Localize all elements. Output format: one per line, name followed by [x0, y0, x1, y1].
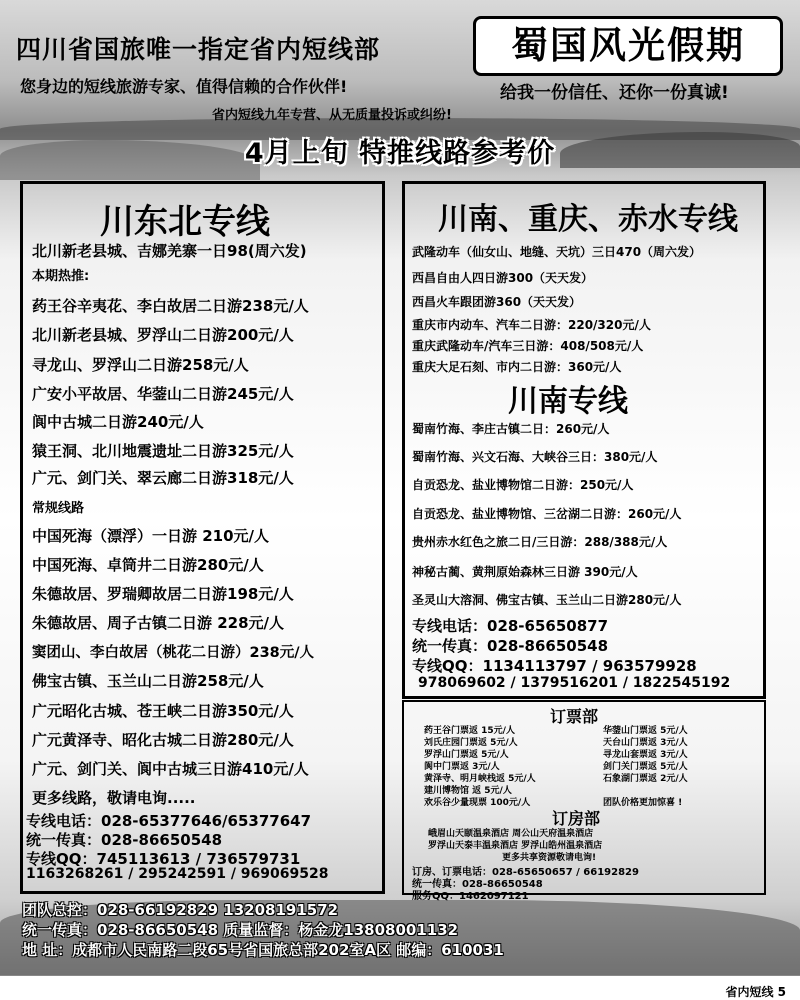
left-hotline: 专线电话：028-65377646/65377647	[26, 812, 312, 830]
route-item: 北川新老县城、罗浮山二日游200元/人	[32, 326, 294, 344]
brand-logo: 蜀国风光假期	[473, 16, 783, 76]
ticket-item: 石象湖门票返 2元/人	[603, 774, 688, 784]
hotel-line: 罗浮山天泰丰温泉酒店 罗浮山皓州温泉酒店	[428, 841, 603, 851]
ticket-item: 阆中门票返 3元/人	[424, 762, 500, 772]
hotel-heading: 订房部	[552, 809, 601, 828]
booking-fax: 统一传真：028-86650548	[412, 879, 543, 890]
footer-address: 地 址：成都市人民南路二段65号省国旅总部202室A区 邮编：610031	[22, 941, 504, 959]
ticket-heading: 订票部	[550, 707, 599, 726]
left-fax: 统一传真：028-86650548	[26, 831, 223, 849]
footer-group-control: 团队总控：028-66192829 13208191572	[22, 901, 339, 919]
tagline: 省内短线九年专营、从无质量投诉或纠纷!	[212, 108, 452, 123]
route-item: 阆中古城二日游240元/人	[32, 413, 204, 431]
route-item: 广元黄泽寺、昭化古城二日游280元/人	[32, 731, 294, 749]
route-item: 药王谷辛夷花、李白故居二日游238元/人	[32, 297, 309, 315]
promo-heading: 4月上旬 特推线路参考价	[244, 138, 556, 169]
hotel-line: 峨眉山天颐温泉酒店 周公山天府温泉酒店	[428, 829, 594, 839]
right-qq-more: 978069602 / 1379516201 / 1822545192	[418, 675, 731, 691]
more-routes: 更多线路，敬请电询.....	[32, 789, 196, 807]
group-price-note: 团队价格更加惊喜 !	[603, 798, 683, 808]
ticket-item: 欢乐谷少量现票 100元/人	[424, 798, 531, 808]
ticket-item: 黄泽寺、明月峡栈返 5元/人	[424, 774, 536, 784]
route-item: 窦团山、李白故居（桃花二日游）238元/人	[32, 645, 315, 661]
booking-qq: 服务QQ：1462097121	[412, 891, 529, 902]
ticket-item: 华蓥山门票返 5元/人	[603, 726, 688, 736]
route-item: 西昌自由人四日游300（天天发）	[412, 271, 594, 285]
hot-label: 本期热推:	[32, 269, 90, 284]
regular-label: 常规线路	[32, 501, 85, 516]
northeast-heading: 川东北专线	[100, 202, 270, 242]
route-item: 蜀南竹海、兴文石海、大峡谷三日：380元/人	[412, 450, 658, 464]
right-qq: 专线QQ：1134113797 / 963579928	[412, 657, 697, 675]
route-item: 重庆大足石刻、市内二日游：360元/人	[412, 360, 622, 374]
ticket-item: 剑门关门票返 5元/人	[603, 762, 688, 772]
route-item: 武隆动车（仙女山、地缝、天坑）三日470（周六发）	[412, 245, 702, 259]
route-item: 自贡恐龙、盐业博物馆二日游：250元/人	[412, 478, 634, 492]
right-hotline: 专线电话：028-65650877	[412, 617, 609, 635]
route-item: 朱德故居、周子古镇二日游 228元/人	[32, 614, 285, 632]
ticket-item: 刘氏庄园门票返 5元/人	[424, 738, 518, 748]
south-chongqing-heading: 川南、重庆、赤水专线	[438, 202, 738, 237]
left-qq: 专线QQ：745113613 / 736579731	[26, 850, 301, 868]
route-item: 自贡恐龙、盐业博物馆、三岔湖二日游：260元/人	[412, 507, 682, 521]
agency-title: 四川省国旅唯一指定省内短线部	[16, 35, 381, 64]
booking-phone: 订房、订票电话：028-65650657 / 66192829	[412, 867, 639, 878]
page-label: 省内短线 5	[725, 985, 786, 999]
route-item: 广元、剑门关、翠云廊二日游318元/人	[32, 469, 294, 487]
ticket-item: 寻龙山套票返 3元/人	[603, 750, 688, 760]
route-item: 中国死海（漂浮）一日游 210元/人	[32, 527, 270, 545]
route-item: 贵州赤水红色之旅二日/三日游：288/388元/人	[412, 535, 668, 549]
route-item: 猿王洞、北川地震遗址二日游325元/人	[32, 442, 294, 460]
route-item: 重庆市内动车、汽车二日游：220/320元/人	[412, 318, 651, 332]
slogan-right: 给我一份信任、还你一份真诚!	[500, 83, 729, 103]
route-item: 神秘古蔺、黄荆原始森林三日游 390元/人	[412, 565, 638, 579]
route-item: 圣灵山大溶洞、佛宝古镇、玉兰山二日游280元/人	[412, 593, 682, 607]
ticket-item: 罗浮山门票返 5元/人	[424, 750, 509, 760]
route-item: 重庆武隆动车/汽车三日游：408/508元/人	[412, 339, 644, 353]
route-item: 寻龙山、罗浮山二日游258元/人	[32, 356, 249, 374]
ticket-item: 建川博物馆 返 5元/人	[424, 786, 512, 796]
hotel-line: 更多共享资源敬请电询!	[502, 853, 597, 863]
route-item: 蜀南竹海、李庄古镇二日：260元/人	[412, 422, 610, 436]
right-fax: 统一传真：028-86650548	[412, 637, 609, 655]
route-item: 广安小平故居、华蓥山二日游245元/人	[32, 385, 294, 403]
ticket-item: 天台山门票返 3元/人	[603, 738, 688, 748]
left-qq-more: 1163268261 / 295242591 / 969069528	[26, 866, 329, 882]
route-item: 广元、剑门关、阆中古城三日游410元/人	[32, 760, 309, 778]
ticket-item: 药王谷门票返 15元/人	[424, 726, 515, 736]
route-item: 佛宝古镇、玉兰山二日游258元/人	[32, 672, 264, 690]
route-item: 广元昭化古城、苍王峡二日游350元/人	[32, 702, 294, 720]
route-item: 中国死海、卓筒井二日游280元/人	[32, 556, 264, 574]
featured-route: 北川新老县城、吉娜羌寨一日98(周六发)	[32, 242, 307, 260]
south-sichuan-heading: 川南专线	[508, 384, 628, 419]
route-item: 西昌火车跟团游360（天天发）	[412, 295, 582, 309]
footer-fax-supervision: 统一传真：028-86650548 质量监督：杨金龙13808001132	[22, 921, 459, 939]
route-item: 朱德故居、罗瑞卿故居二日游198元/人	[32, 585, 294, 603]
slogan-left: 您身边的短线旅游专家、值得信赖的合作伙伴!	[20, 77, 348, 96]
